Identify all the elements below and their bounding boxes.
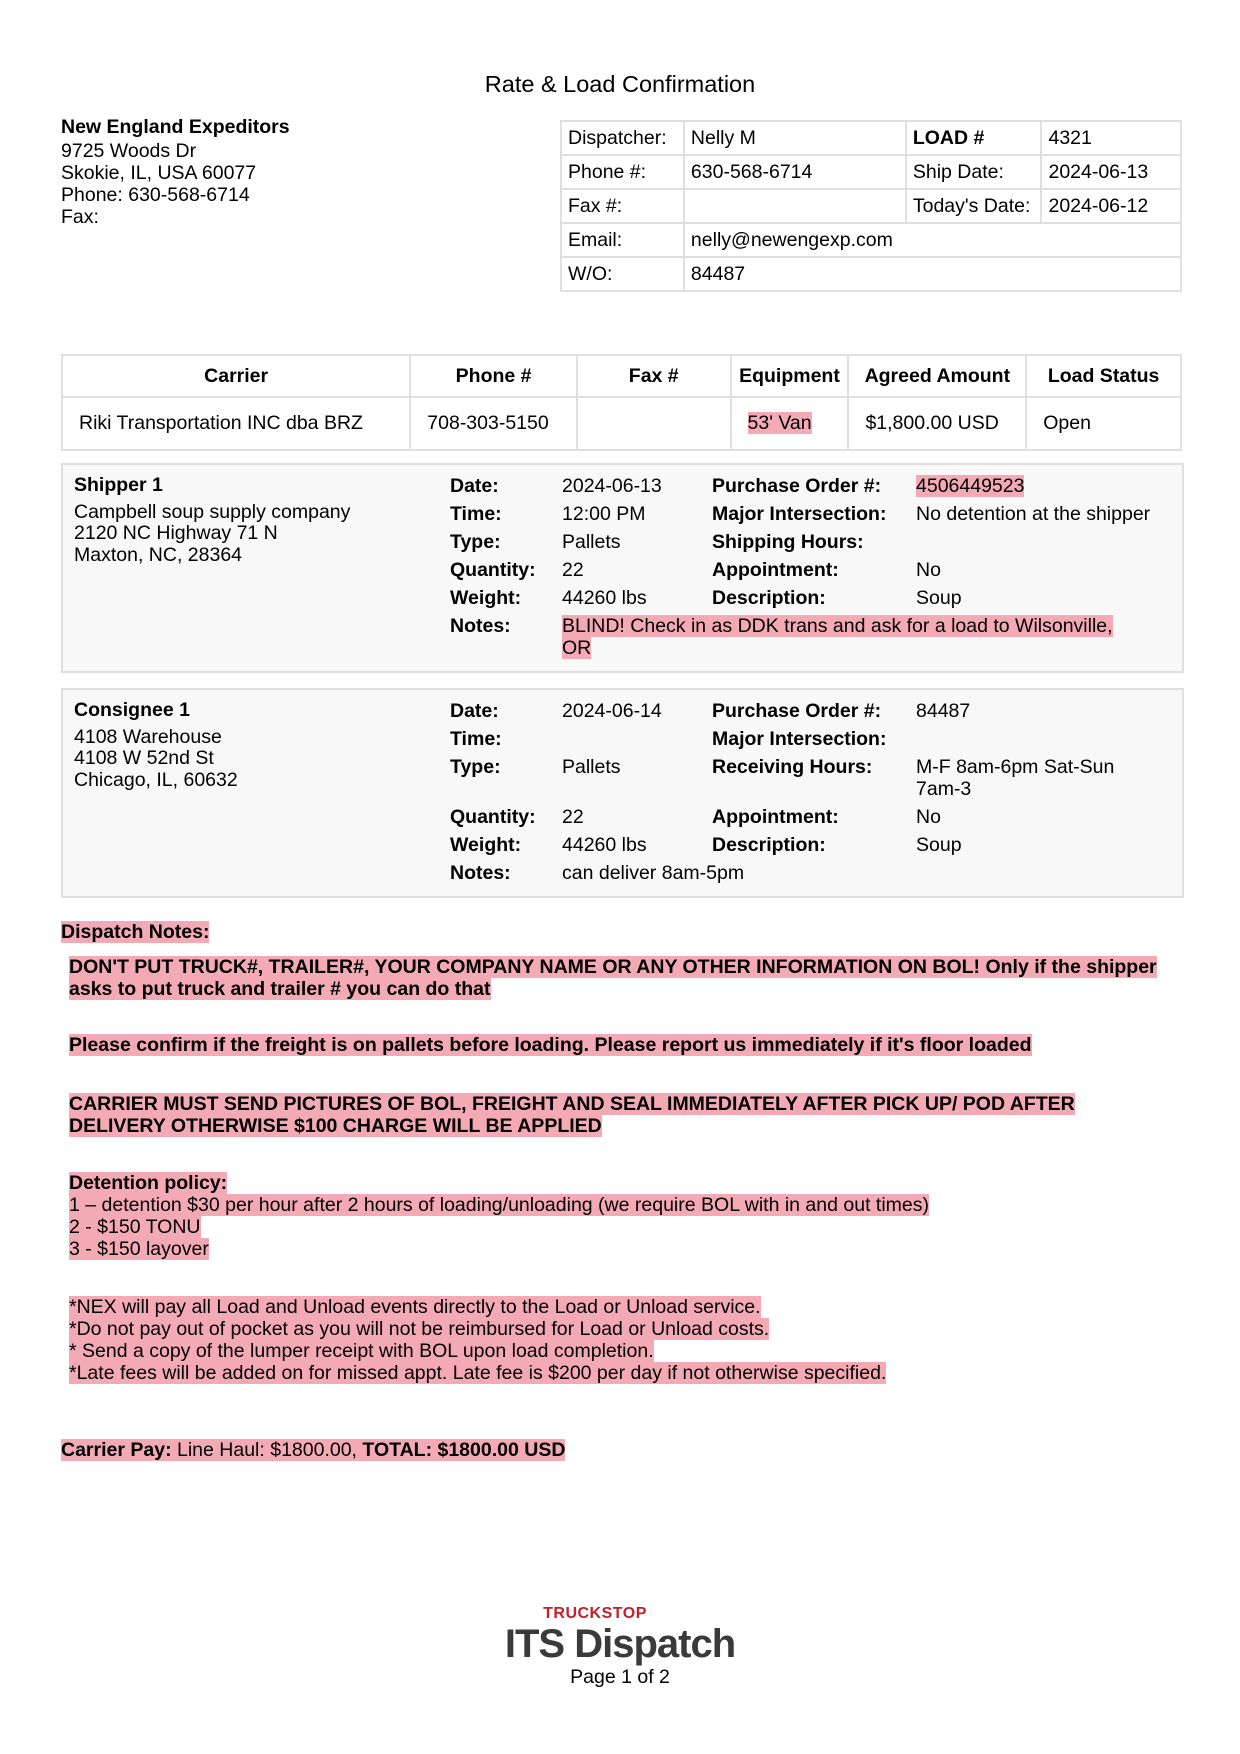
consignee-desc: Soup <box>916 834 962 856</box>
nex-note-3: * Send a copy of the lumper receipt with BOL upon load completion. <box>69 1340 654 1362</box>
shipper-line-1: Campbell soup supply company <box>74 500 351 523</box>
dispatch-info-table <box>560 120 1182 292</box>
page-title: Rate & Load Confirmation <box>484 71 756 97</box>
detention-policy <box>69 1172 1169 1260</box>
nex-note-1: *NEX will pay all Load and Unload events directly to the Load or Unload service. <box>69 1296 761 1318</box>
consignee-weight-label: Weight: <box>450 834 522 856</box>
equipment-header: Equipment <box>731 355 849 397</box>
consignee-hours: M-F 8am-6pm Sat-Sun 7am-3 <box>916 756 1115 800</box>
pay-total: TOTAL: $1800.00 USD <box>362 1439 566 1461</box>
email-label: Email: <box>561 223 684 257</box>
wo-label: W/O: <box>561 257 684 291</box>
shipper-qty-label: Quantity: <box>450 559 536 581</box>
company-fax: Fax: <box>61 206 99 228</box>
company-address-2: Skokie, IL, USA 60077 <box>61 162 257 184</box>
shipper-box <box>61 463 1184 673</box>
shipper-notes-label: Notes: <box>450 615 511 637</box>
shipper-line-2: 2120 NC Highway 71 N <box>74 522 278 544</box>
shipper-weight: 44260 lbs <box>562 587 647 609</box>
today-date-label: Today's Date: <box>906 189 1042 223</box>
dispatch-note-1-text: DON'T PUT TRUCK#, TRAILER#, YOUR COMPANY NAME OR ANY OTHER INFORMATION ON BOL! Only if the shipper asks to put truck and trailer # you can do that <box>69 956 1157 1000</box>
line-haul: Line Haul: $1800.00, <box>171 1439 363 1461</box>
fax-header: Fax # <box>577 355 731 397</box>
dispatcher-value: Nelly M <box>684 121 906 155</box>
load-status-header: Load Status <box>1026 355 1181 397</box>
email-value: nelly@newengexp.com <box>684 223 1181 257</box>
consignee-appt-label: Appointment: <box>712 806 839 828</box>
consignee-address <box>74 700 238 791</box>
shipper-type: Pallets <box>562 531 621 553</box>
shipper-time: 12:00 PM <box>562 503 646 525</box>
dispatch-note-2 <box>69 1034 1169 1056</box>
shipper-notes <box>562 615 1142 659</box>
ship-date-value: 2024-06-13 <box>1041 155 1181 189</box>
consignee-type-label: Type: <box>450 756 501 778</box>
logo-top-text: TRUCKSTOP <box>543 1605 647 1622</box>
carrier-name: Riki Transportation INC dba BRZ <box>62 397 410 450</box>
equipment-value: 53' Van <box>747 412 812 434</box>
detention-item-3: 3 - $150 layover <box>69 1238 209 1260</box>
shipper-major-label: Major Intersection: <box>712 503 887 525</box>
consignee-notes-label: Notes: <box>450 862 511 884</box>
carrier-header: Carrier <box>62 355 410 397</box>
consignee-time-label: Time: <box>450 728 502 750</box>
consignee-po-label: Purchase Order #: <box>712 700 882 722</box>
phone-label: Phone #: <box>561 155 684 189</box>
company-name: New England Expeditors <box>61 116 290 138</box>
consignee-weight: 44260 lbs <box>562 834 647 856</box>
phone-header: Phone # <box>410 355 577 397</box>
detention-item-2: 2 - $150 TONU <box>69 1216 201 1238</box>
carrier-pay <box>61 1439 565 1462</box>
load-label: LOAD # <box>906 121 1042 155</box>
consignee-notes: can deliver 8am-5pm <box>562 862 745 884</box>
dispatch-notes-title <box>61 921 209 944</box>
nex-note-2: *Do not pay out of pocket as you will not be reimbursed for Load or Unload costs. <box>69 1318 770 1340</box>
consignee-desc-label: Description: <box>712 834 826 856</box>
consignee-qty: 22 <box>562 806 584 828</box>
shipper-po <box>916 475 1024 498</box>
carrier-phone: 708-303-5150 <box>410 397 577 450</box>
company-info <box>61 116 290 228</box>
logo-main-text: ITS Dispatch <box>504 1622 736 1666</box>
shipper-po-label: Purchase Order #: <box>712 475 882 497</box>
dispatch-note-3-text: CARRIER MUST SEND PICTURES OF BOL, FREIGHT AND SEAL IMMEDIATELY AFTER PICK UP/ POD AFTER DELIVERY OTHERWISE $100 CHARGE WILL BE APPLIED <box>69 1093 1075 1137</box>
company-address-1: 9725 Woods Dr <box>61 140 197 162</box>
shipper-time-label: Time: <box>450 503 502 525</box>
shipper-weight-label: Weight: <box>450 587 522 609</box>
fax-value <box>684 189 906 223</box>
wo-value: 84487 <box>684 257 1181 291</box>
agreed-amount-header: Agreed Amount <box>848 355 1026 397</box>
carrier-amount: $1,800.00 USD <box>848 397 1026 450</box>
company-phone: Phone: 630-568-6714 <box>61 184 250 206</box>
consignee-header: Consignee 1 <box>74 699 190 721</box>
shipper-qty: 22 <box>562 559 584 581</box>
consignee-po: 84487 <box>916 700 971 722</box>
consignee-line-3: Chicago, IL, 60632 <box>74 768 238 791</box>
carrier-fax <box>577 397 731 450</box>
shipper-notes-text: BLIND! Check in as DDK trans and ask for a load to Wilsonville, OR <box>562 615 1113 659</box>
ship-date-label: Ship Date: <box>906 155 1042 189</box>
load-value: 4321 <box>1041 121 1181 155</box>
consignee-type: Pallets <box>562 756 621 778</box>
nex-note-4: *Late fees will be added on for missed appt. Late fee is $200 per day if not otherwise specified. <box>69 1362 887 1384</box>
shipper-address <box>74 475 350 566</box>
carrier-status: Open <box>1026 397 1181 450</box>
shipper-desc-label: Description: <box>712 587 826 609</box>
dispatch-notes-title-text: Dispatch Notes: <box>61 921 210 943</box>
shipper-hours-label: Shipping Hours: <box>712 531 864 553</box>
truckstop-logo <box>0 1605 1240 1665</box>
consignee-qty-label: Quantity: <box>450 806 536 828</box>
shipper-type-label: Type: <box>450 531 501 553</box>
carrier-table <box>61 354 1182 451</box>
page-number: Page 1 of 2 <box>570 1666 670 1688</box>
consignee-date-label: Date: <box>450 700 499 722</box>
consignee-hours-label: Receiving Hours: <box>712 756 873 778</box>
consignee-date: 2024-06-14 <box>562 700 662 722</box>
consignee-major-label: Major Intersection: <box>712 728 887 750</box>
dispatch-note-1 <box>69 956 1169 1000</box>
consignee-line-1: 4108 Warehouse <box>74 725 222 748</box>
shipper-major: No detention at the shipper <box>916 503 1151 525</box>
consignee-box <box>61 688 1184 898</box>
shipper-line-3: Maxton, NC, 28364 <box>74 543 243 566</box>
consignee-appt: No <box>916 806 941 828</box>
phone-value: 630-568-6714 <box>684 155 906 189</box>
detention-title: Detention policy: <box>69 1172 228 1194</box>
nex-notes <box>69 1296 1169 1384</box>
dispatch-note-3 <box>69 1093 1169 1137</box>
dispatcher-label: Dispatcher: <box>561 121 684 155</box>
carrier-pay-label: Carrier Pay: <box>61 1439 172 1461</box>
consignee-line-2: 4108 W 52nd St <box>74 747 214 769</box>
dispatch-note-2-text: Please confirm if the freight is on pallets before loading. Please report us immediately if it's floor loaded <box>69 1034 1032 1056</box>
shipper-header: Shipper 1 <box>74 474 163 496</box>
shipper-appt-label: Appointment: <box>712 559 839 581</box>
shipper-desc: Soup <box>916 587 962 609</box>
today-date-value: 2024-06-12 <box>1041 189 1181 223</box>
shipper-appt: No <box>916 559 941 581</box>
shipper-po-value: 4506449523 <box>916 475 1025 497</box>
shipper-date-label: Date: <box>450 475 499 497</box>
detention-item-1: 1 – detention $30 per hour after 2 hours of loading/unloading (we require BOL with in and out times) <box>69 1194 929 1216</box>
carrier-equipment <box>731 397 849 450</box>
fax-label: Fax #: <box>561 189 684 223</box>
shipper-date: 2024-06-13 <box>562 475 662 497</box>
